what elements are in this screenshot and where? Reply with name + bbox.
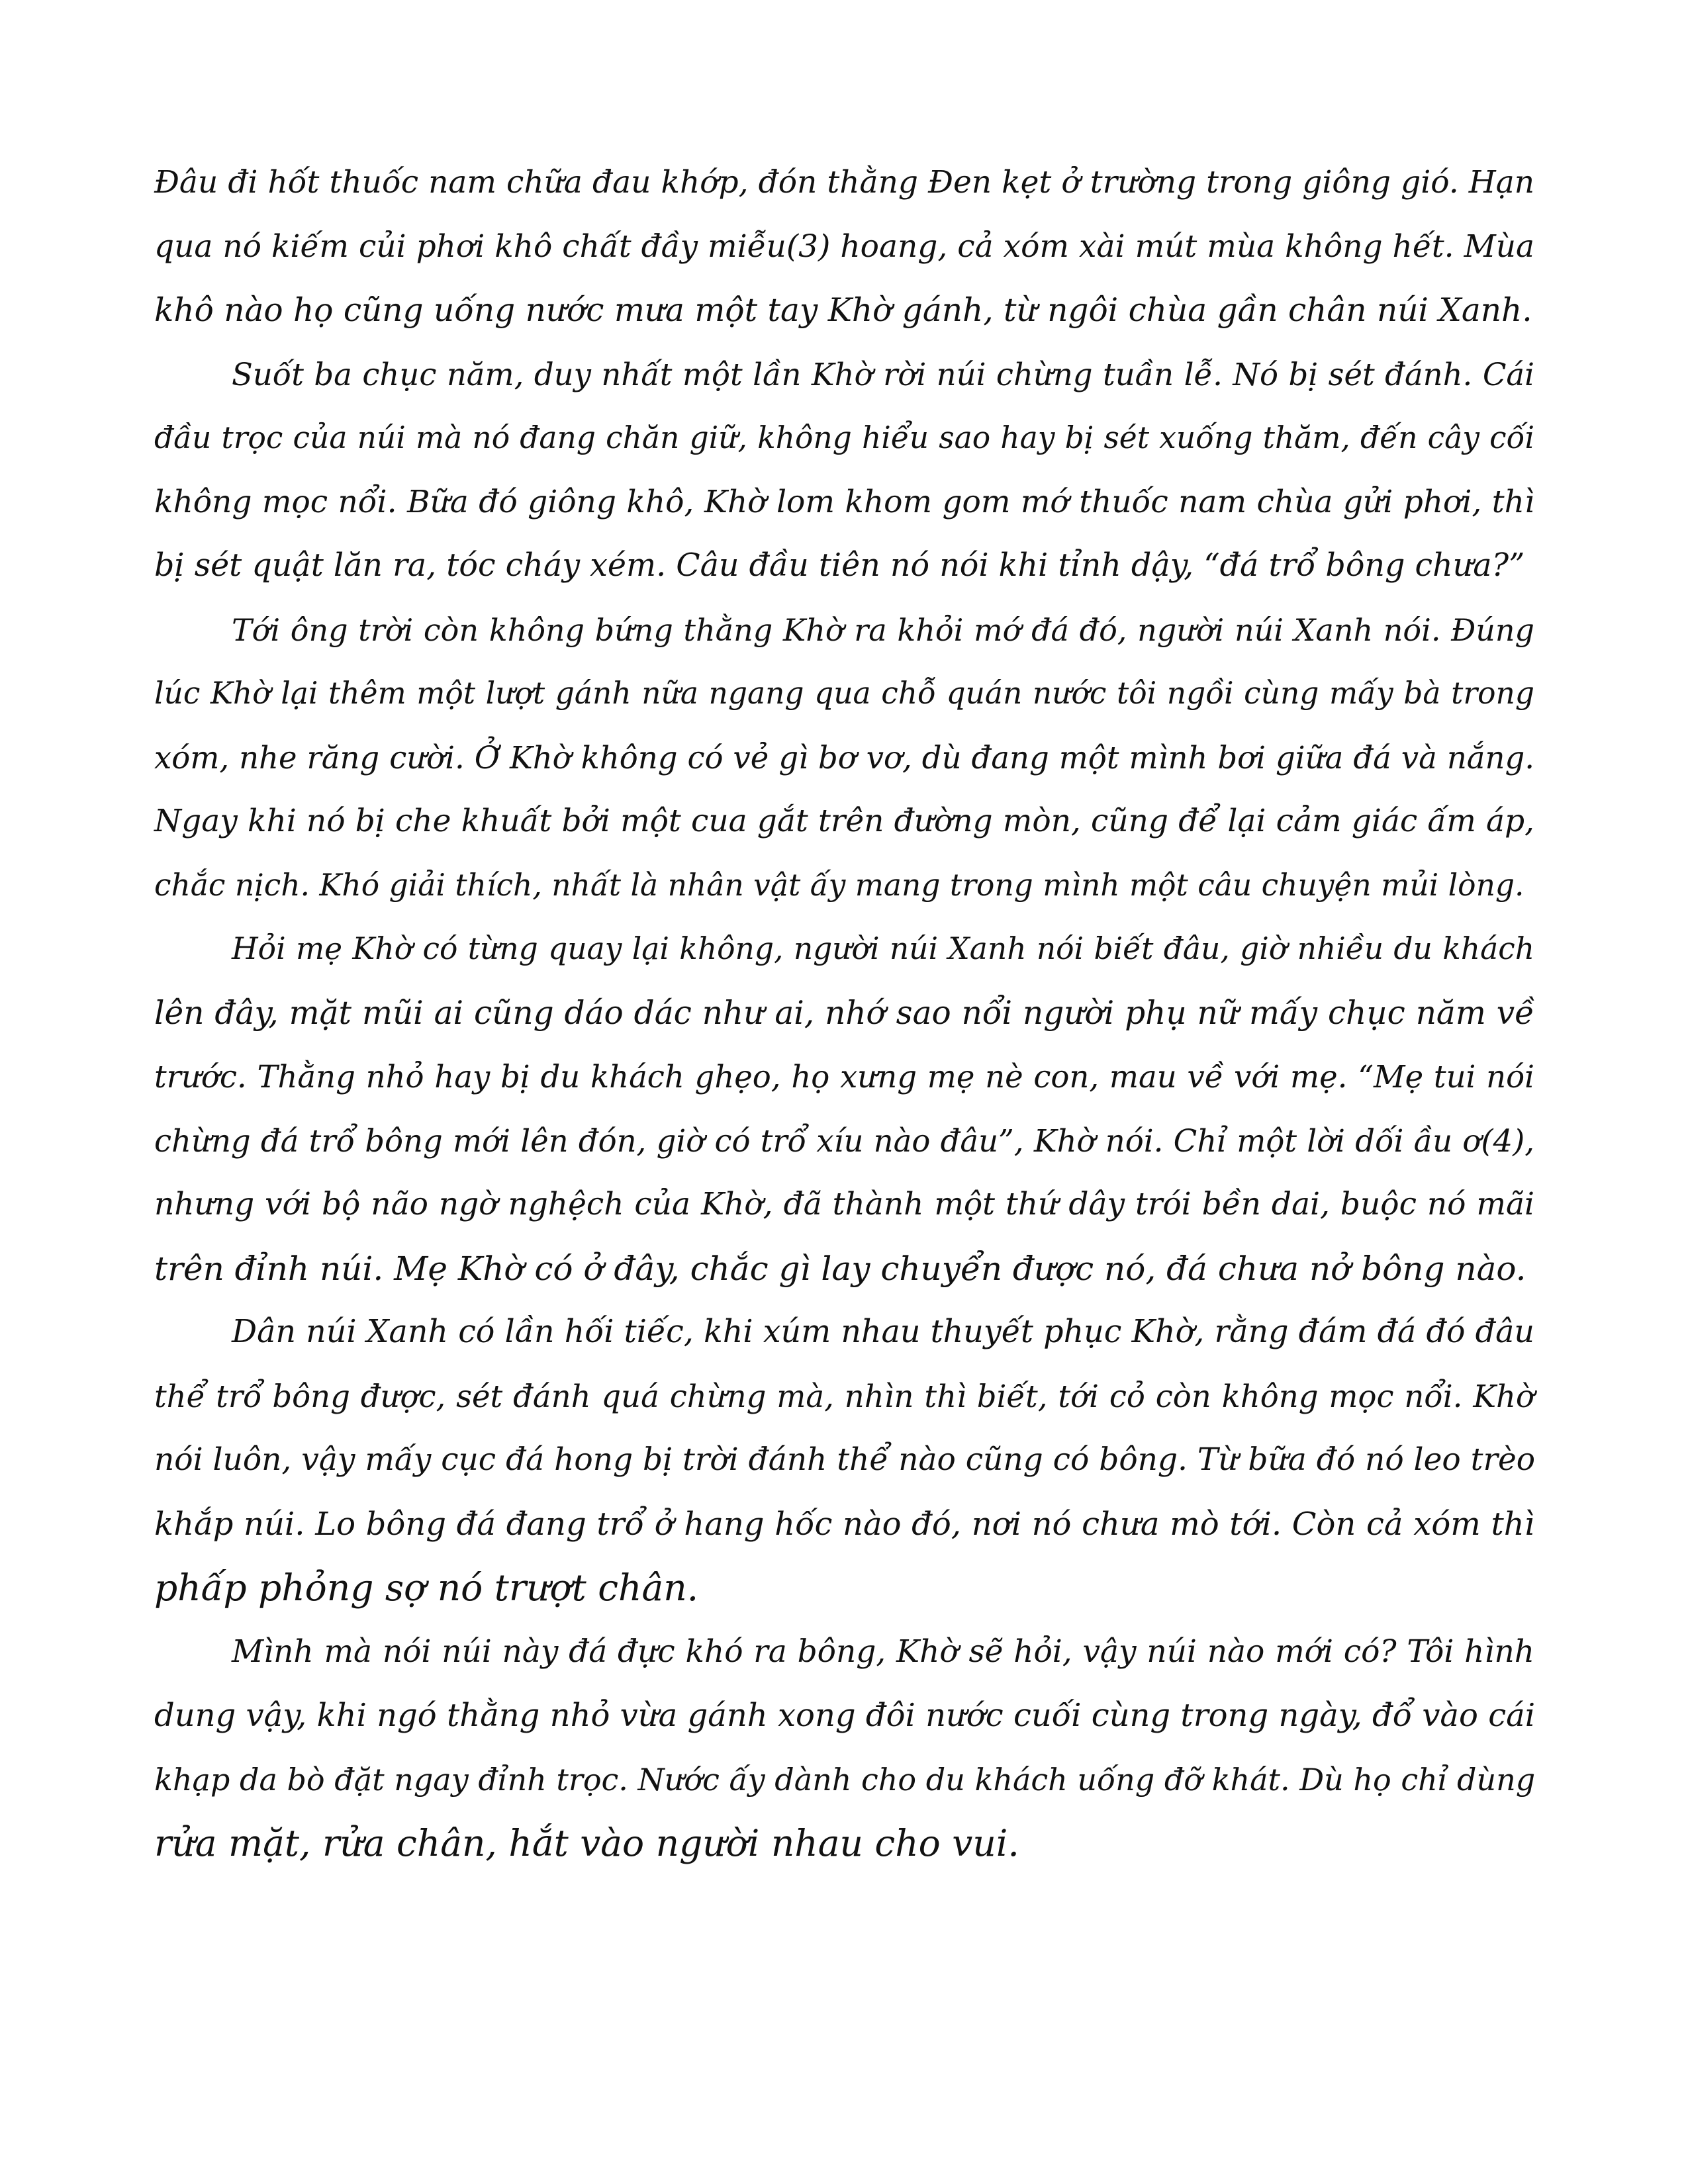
text-line: chắc nịch. Khó giải thích, nhất là nhân vật ấy mang trong mình một câu chuyện mủi lòng.: [154, 867, 1524, 903]
paragraph-4: [154, 917, 1534, 1300]
text-line: Mình mà nói núi này đá đực khó ra bông, Khờ sẽ hỏi, vậy núi nào mới có? Tôi hình: [232, 1633, 1534, 1670]
text-line: Suốt ba chục năm, duy nhất một lần Khờ rời núi chừng tuần lễ. Nó bị sét đánh. Cái: [232, 356, 1534, 392]
text-line: rửa mặt, rửa chân, hắt vào người nhau cho vui.: [154, 1822, 1019, 1864]
text-line: qua nó kiếm củi phơi khô chất đầy miễu(3) hoang, cả xóm xài mút mùa không hết. Mùa: [154, 228, 1534, 265]
text-line: xóm, nhe răng cười. Ở Khờ không có vẻ gì bơ vơ, dù đang một mình bơi giữa đá và nắng.: [154, 739, 1534, 776]
text-line: chừng đá trổ bông mới lên đón, giờ có trổ xíu nào đâu”, Khờ nói. Chỉ một lời dối ầu ơ(4),: [154, 1122, 1534, 1159]
paragraph-2: [154, 343, 1534, 598]
paragraph-1: [154, 151, 1534, 343]
paragraph-6: [154, 1620, 1534, 1876]
text-line: Dân núi Xanh có lần hối tiếc, khi xúm nhau thuyết phục Khờ, rằng đám đá đó đâu: [232, 1314, 1534, 1350]
text-line: khạp da bò đặt ngay đỉnh trọc. Nước ấy dành cho du khách uống đỡ khát. Dù họ chỉ dùng: [154, 1761, 1536, 1797]
text-line: khắp núi. Lo bông đá đang trổ ở hang hốc nào đó, nơi nó chưa mò tới. Còn cả xóm thì: [154, 1505, 1534, 1543]
text-line: dung vậy, khi ngó thằng nhỏ vừa gánh xong đôi nước cuối cùng trong ngày, đổ vào cái: [154, 1697, 1536, 1734]
text-line: nhưng với bộ não ngờ nghệch của Khờ, đã thành một thứ dây trói bền dai, buộc nó mãi: [154, 1186, 1534, 1222]
paragraph-3: [154, 598, 1534, 918]
text-line: trên đỉnh núi. Mẹ Khờ có ở đây, chắc gì lay chuyển được nó, đá chưa nở bông nào.: [154, 1249, 1526, 1288]
text-line: thể trổ bông được, sét đánh quá chừng mà, nhìn thì biết, tới cỏ còn không mọc nổi. Khờ: [154, 1378, 1534, 1414]
text-line: Tới ông trời còn không bứng thằng Khờ ra khỏi mớ đá đó, người núi Xanh nói. Đúng: [232, 612, 1534, 648]
text-line: nói luôn, vậy mấy cục đá hong bị trời đánh thể nào cũng có bông. Từ bữa đó nó leo trèo: [154, 1441, 1536, 1478]
text-line: Đâu đi hốt thuốc nam chữa đau khớp, đón thằng Đen kẹt ở trường trong giông gió. Hạn: [154, 164, 1534, 201]
text-line: Ngay khi nó bị che khuất bởi một cua gắt trên đường mòn, cũng để lại cảm giác ấm áp,: [154, 803, 1534, 839]
text-line: phấp phỏng sợ nó trượt chân.: [154, 1567, 699, 1609]
text-line: bị sét quật lăn ra, tóc cháy xém. Câu đầu tiên nó nói khi tỉnh dậy, “đá trổ bông chưa?”: [154, 547, 1525, 584]
text-line: Hỏi mẹ Khờ có từng quay lại không, người núi Xanh nói biết đâu, giờ nhiều du khách: [232, 931, 1534, 966]
text-line: khô nào họ cũng uống nước mưa một tay Khờ gánh, từ ngôi chùa gần chân núi Xanh.: [154, 292, 1532, 329]
text-line: lúc Khờ lại thêm một lượt gánh nữa ngang qua chỗ quán nước tôi ngồi cùng mấy bà trong: [154, 676, 1534, 711]
paragraph-5: [154, 1300, 1534, 1620]
text-line: lên đây, mặt mũi ai cũng dáo dác như ai, nhớ sao nổi người phụ nữ mấy chục năm về: [154, 994, 1534, 1032]
text-line: trước. Thằng nhỏ hay bị du khách ghẹo, họ xưng mẹ nè con, mau về với mẹ. “Mẹ tui nói: [154, 1059, 1534, 1095]
text-line: không mọc nổi. Bữa đó giông khô, Khờ lom khom gom mớ thuốc nam chùa gửi phơi, thì: [154, 483, 1534, 520]
story-text: [154, 151, 1534, 1876]
text-line: đầu trọc của núi mà nó đang chăn giữ, không hiểu sao hay bị sét xuống thăm, đến cây cối: [154, 420, 1534, 455]
